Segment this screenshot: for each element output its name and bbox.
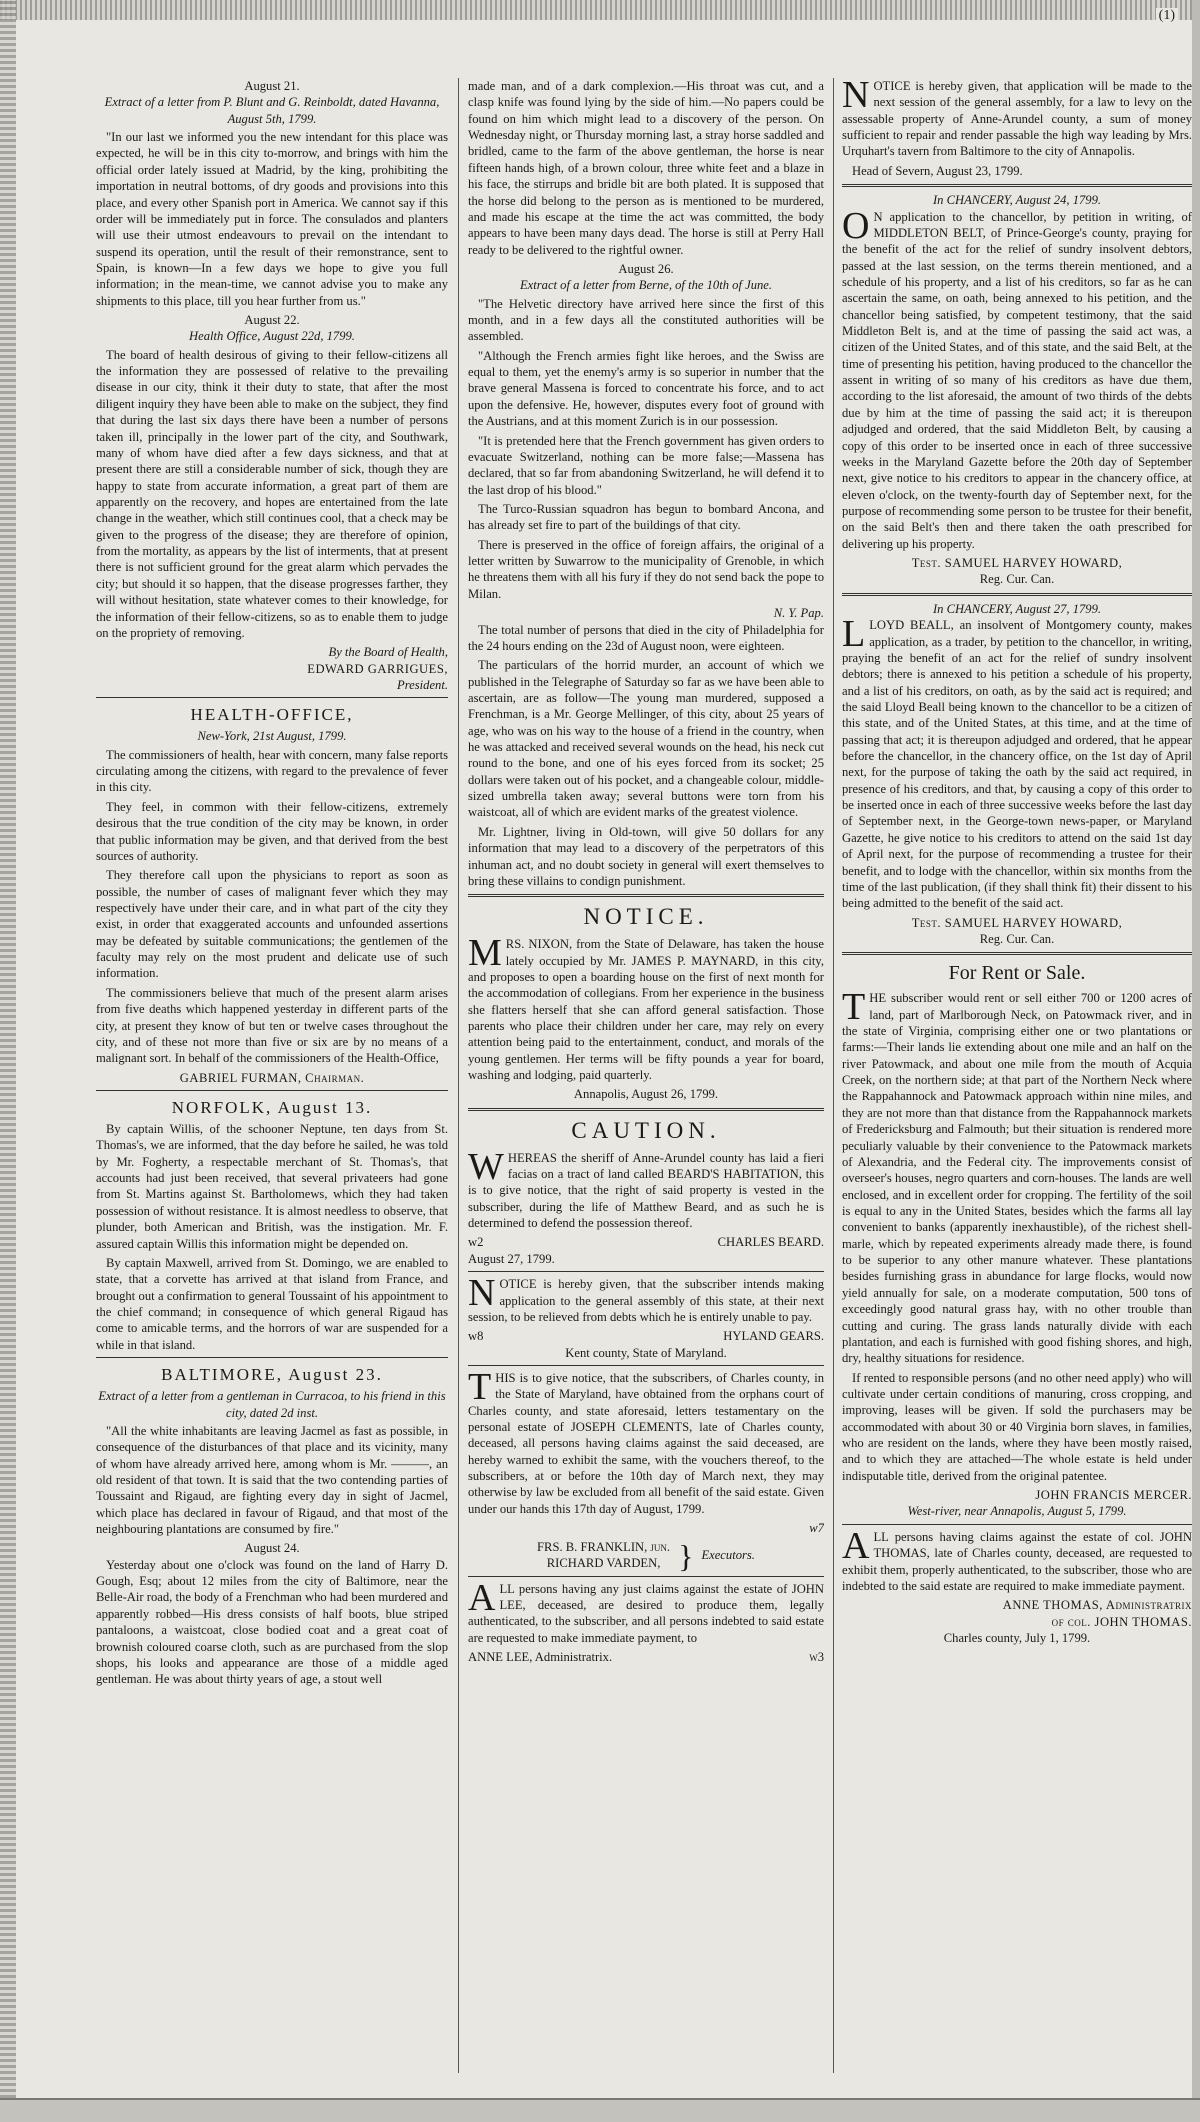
divider xyxy=(842,1524,1192,1525)
article-text: "The Helvetic directory have arrived here since the first of this month, and in a few days all the constituted authorities will be assembled. xyxy=(468,296,824,344)
article-text: By captain Willis, of the schooner Neptune, ten days from St. Thomas's, we are informed, that the day before he sailed, he was told by Mr. Fogherty, a respectable merchant of St. Thomas's, that accounts had just been received, that several privateers had gone from St. Martins against St. Bartholomews, which they had taken possession of without resistance. It is almost needless to observe, that plunder, both American and British, was the instigation. Mr. F. assured captain Willis this information might be depended on. xyxy=(96,1122,448,1251)
advert-text: LLOYD BEALL, an insolvent of Montgomery county, makes application, as a trader, by petition to the chancellor, in writing, praying the benefit of an act for the relief of sundry insolvent debtors; there is annexed to his petition a schedule of his property, and a list of his creditors, on oath, as by the said act is required; and the said Lloyd Beall being known to the chancellor to be a citizen of this state, and of the United States, at this time, and at the time of passing that act; it is thereupon adjudged and ordered, that he appear before the chancellor, in the chancery office, on the 1st day of April next, for the purpose of taking the oath by the said act required, in presence of his creditors, and that, by causing a copy of this order to be inserted once in each of three successive weeks before the last day of September next, in the George-town news-paper, or Maryland Gazette, he give notice to his creditors to attend on the said 1st day of April next, for the purpose of recommending a trustee for their benefit, and to lodge with the chancellor, within six months from the time of the last publication, (if they shall think fit) their dissent to his being admitted to the benefit of the said act. xyxy=(842,613,1192,911)
advert-location: West-river, near Annapolis, August 5, 1799. xyxy=(907,1504,1127,1519)
executor-role: Executors. xyxy=(701,1548,755,1563)
advert-text: NOTICE is hereby given, that application will be made to the next session of the general assembly, for a law to levy on the assessable property of Anne-Arundel county, a sum of money sufficient to repair and render passable the high way leading by Mrs. Urquhart's tavern from Baltimore to the city of Annapolis. xyxy=(842,78,1192,159)
drop-cap: A xyxy=(468,1576,496,1619)
dateline: August 21. xyxy=(244,79,300,93)
advert-text: ALL persons having claims against the estate of col. JOHN THOMAS, late of Charles county, deceased, are requested to exhibit them, properly authenticated, to the subscriber, those who are indebted to the said estate are required to make immediate payment. xyxy=(842,1524,1192,1593)
drop-cap: M xyxy=(468,932,502,975)
advert-location: Kent county, State of Maryland. xyxy=(565,1345,727,1360)
signature-row: w8 HYLAND GEARS. xyxy=(468,1329,824,1344)
section-heading: For Rent or Sale. xyxy=(948,962,1086,985)
article-text: The total number of persons that died in the city of Philadelphia for the 24 hours ending on the 23d of August noon, were eighteen. xyxy=(468,622,824,653)
section-heading: BALTIMORE, August 23. xyxy=(161,1365,383,1385)
article-subhead: Extract of a letter from a gentleman in Curracoa, to his friend in this city, dated 2d inst. xyxy=(98,1389,446,1420)
advert-text: THE subscriber would rent or sell either 700 or 1200 acres of land, part of Marlborough Neck, on Patowmack river, and in the state of Virginia, comprising either one or two plantations or farms:—Their lands lie extending about one mile and an half on the river Patowmack, and about one mile from the mouth of Acquia Creek, on the northern side; at that part of the Northern Neck where the Rappahannock and Patowmack approach within nine miles, and they are not more than that distance from the Rappahannock markets of Fredericksburg and Falmouth; but their situation is rendered more peculiarly valuable by their convenience to the Patowmack markets of Alexandria, and the Federal city. The improvements consist of overseer's houses, negro quarters and corn-houses. The lands are well enclosed, and in excellent order for cropping. The fertility of the soil is equal to any in the United States, besides which the farms all lay convenient to banks (apparently inexhaustible), of the richest shell-marle, which by repeated experiments already made there, is found to be superior to any other manure whatever. These plantations besides furnishing grass in abundance for large flocks, would now yield annually for sale, on a moderate computation, 500 tons of exceedingly good natural grass hay, with no other trouble than cutting and curing. The grass lands naturally divide with each plantation, and each is furnished with good fishing shores, and high, dry, healthy situations for residence. xyxy=(842,986,1192,1366)
article-text: Mr. Lightner, living in Old-town, will give 50 dollars for any information that may lead to a discovery of the perpetrators of this inhuman act, and no doubt society in general will exert themselves to bring these villains to condign punishment. xyxy=(468,824,824,888)
executor-name: FRS. B. FRANKLIN, jun. xyxy=(537,1539,671,1554)
divider xyxy=(842,593,1192,596)
brace-glyph: } xyxy=(678,1537,694,1574)
signature-row: w2 CHARLES BEARD. xyxy=(468,1235,824,1250)
page-edge-left xyxy=(0,0,16,2122)
divider xyxy=(96,1357,448,1358)
article-text: The particulars of the horrid murder, an account of which we published in the Telegraphe of Saturday so far as we have been able to ascertain, are as follow—The young man murdered, supposed a Frenchman, is a Mr. George Mellinger, of this city, about 25 years of age, who was on his way to the house of a friend in the country, when he was attacked and received several wounds on the head, his neck cut round to the bone, and one of his eyes forced from its socket; 25 dollars were taken out of his pocket, and a changeable colour, middle-sized umbrella taken away; several buttons were torn from his waistcoat, all of which are evident marks of the greatest violence. xyxy=(468,658,824,820)
article-text: The commissioners believe that much of the present alarm arises from five deaths which happened yesterday in different parts of the city, at present they know of but ten or twelve cases throughout the city, and of these not more than five or six are by no means of a malignant sort. In behalf of the commissioners of the Health-Office, xyxy=(96,985,448,1066)
column-3 xyxy=(842,78,1192,2076)
article-text: "In our last we informed you the new intendant for this place was expected, he will be in this city to-morrow, and brings with him the official order lately issued at Madrid, by the king, prohibiting the importation in neutral bottoms, of dry goods and provisions into this place, and every other Spanish port in America. We cannot say if this order will be immediately put in force. The consulados and planters will use their utmost endeavours to prevail on the intendant to suspend its operation, until the result of their remonstrance, sent to Spain, is known—In a few days we hope to give you full information; in the mean-time, we cannot advise you to make any shipments to this place, till you hear further from us." xyxy=(96,130,448,308)
advert-text: If rented to responsible persons (and no other need apply) who will cultivate under certain conditions of manuring, cross cropping, and improving, leases will be given. If sold the purchasers may be accommodated with about 30 or 40 Virginia born slaves, in families, who are resident on the lands, where they have been mostly raised, and to which they are attached—The whole estate is held under indisputable title, derived from the original patentee. xyxy=(842,1370,1192,1483)
signature-line: By the Board of Health, xyxy=(328,645,448,660)
advert-text: ALL persons having any just claims against the estate of JOHN LEE, deceased, are desired to produce them, legally authenticated, to the subscriber, and all persons indebted to said estate are requested to make immediate payment, to xyxy=(468,1576,824,1645)
article-subhead: Extract of a letter from Berne, of the 10th of June. xyxy=(519,278,773,293)
divider xyxy=(468,894,824,897)
divider xyxy=(468,1271,824,1272)
signature: of col. JOHN THOMAS. xyxy=(1051,1614,1192,1629)
section-heading: CAUTION. xyxy=(571,1117,721,1143)
drop-cap: N xyxy=(842,78,870,116)
signature: JOHN FRANCIS MERCER. xyxy=(1035,1488,1192,1503)
column-1 xyxy=(96,78,448,2076)
drop-cap: A xyxy=(842,1524,870,1567)
executors-block xyxy=(468,1537,824,1574)
divider xyxy=(842,184,1192,187)
signature-title: President. xyxy=(397,677,448,692)
dateline: August 22. xyxy=(244,313,300,328)
divider xyxy=(842,952,1192,955)
article-text: By captain Maxwell, arrived from St. Domingo, we are enabled to state, that a corvette has arrived at that island from France, and brought out a confirmation to general Toussaint of his appointment to the chief command; in consequence of which general Rigaud has come to amicable terms, and the horrors of war are suspended for a while in that island. xyxy=(96,1255,448,1352)
dateline: August 26. xyxy=(618,261,674,276)
divider xyxy=(468,1108,824,1111)
advert-date: Head of Severn, August 23, 1799. xyxy=(852,163,1023,178)
signature: GABRIEL FURMAN, Chairman. xyxy=(179,1070,365,1085)
signature: ANNE THOMAS, Administratrix xyxy=(1002,1598,1192,1613)
article-text: The Turco-Russian squadron has begun to bombard Ancona, and has already set fire to part of the buildings of that city. xyxy=(468,501,824,533)
advert-date: August 27, 1799. xyxy=(468,1251,555,1266)
signature-title: Reg. Cur. Can. xyxy=(979,572,1055,587)
dateline: August 24. xyxy=(244,1541,300,1556)
article-text: They feel, in common with their fellow-citizens, extremely desirous that the true condition of the city may be known, in order that public information may be given, and that derived from the best sources of authority. xyxy=(96,799,448,863)
article-text: The board of health desirous of giving to their fellow-citizens all the information they are possessed of relative to the prevailing disease in our city, think it their duty to state, that after the most diligent inquiry they have been able to make on the subject, they find that during the last six days there have been a number of persons taken ill, principally in the lower part of the city, and Southwark, many of whom have died after a few days sickness, and that at present there are still a considerable number of sick, though they are happy to state from accurate information, a great part of them are apparently on the recovery, and hopes are entertained from the late change in the weather, which still continues cool, that a check may be given to the progress of the disease; they are therefore of opinion, from the mortality, as appears by the list of interments, that at present there is not sufficient ground for the great alarm which pervades the city; but should it so happen, that the disease progresses farther, they will without hesitation, state whatever comes to their knowledge, for the information of their fellow-citizens, so as to enable them to judge on the propriety of removing. xyxy=(96,347,448,640)
article-subhead: Extract of a letter from P. Blunt and G. Reinboldt, dated Havanna, August 5th, 1799. xyxy=(104,95,440,126)
source-credit: N. Y. Pap. xyxy=(773,606,824,621)
column-rule-1 xyxy=(458,78,459,2073)
section-heading: HEALTH-OFFICE, xyxy=(190,705,354,725)
signature-title: Reg. Cur. Can. xyxy=(979,931,1055,946)
page-edge-right xyxy=(1192,0,1200,2122)
advert-text: THIS is to give notice, that the subscribers, of Charles county, in the State of Maryland, have obtained from the orphans court of Charles county, and state aforesaid, letters testamentary on the personal estate of JOSEPH CLEMENTS, late of Charles county, deceased, all persons having claims against the said deceased, are hereby warned to exhibit the same, with the vouchers thereof, to the subscribers, at or before the 10th day of March next, they may otherwise by law be excluded from all benefit of the said estate. Given under our hands this 17th day of August, 1799. xyxy=(468,1365,824,1516)
advert-text: WHEREAS the sheriff of Anne-Arundel county has laid a fieri facias on a tract of land called BEARD'S HABITATION, this is to give notice, that the right of said property is vested in the subscriber, during the life of Matthew Beard, and as such he is determined to defend the possession thereof. xyxy=(468,1145,824,1231)
page-number: (1) xyxy=(1156,8,1178,24)
drop-cap: N xyxy=(468,1272,496,1315)
column-rule-2 xyxy=(833,78,834,2073)
drop-cap: L xyxy=(842,613,866,656)
section-heading: NORFOLK, August 13. xyxy=(171,1097,373,1117)
section-heading: In CHANCERY, August 24, 1799. xyxy=(932,193,1102,208)
section-heading: NOTICE. xyxy=(583,904,709,930)
signature: EDWARD GARRIGUES, xyxy=(307,661,448,676)
section-heading: In CHANCERY, August 27, 1799. xyxy=(932,601,1102,616)
article-text: "It is pretended here that the French government has given orders to evacuate Switzerland, nothing can be more false;—Massena has declared, that so far from abandoning Switzerland, he will defend it to the last drop of his blood." xyxy=(468,433,824,497)
article-text: "Although the French armies fight like heroes, and the Swiss are equal to them, yet the enemy's army is so superior in number that the brave general Massena is forced to concentrate his force, and to act upon the defensive. He, however, disputes every foot of ground with the Austrians, and at this moment Zurich is in our possession. xyxy=(468,348,824,429)
article-text: made man, and of a dark complexion.—His throat was cut, and a clasp knife was found lying by the side of him.—No papers could be found on him which might lead to a discovery of the person. On Wednesday night, or Thursday morning last, a stray horse saddled and bridled, came to the farm of the above gentleman, the horse is near fifteen hands high, of a brown colour, three white feet and a blaze in his face, the stirrups and bridle bit are both plated. It is supposed that the horse did belong to the person as is mentioned to be murdered, and made his escape at the time the act was committed, the body appears to have been many days dead. The horse is still at Perry Hall ready to be delivered to the rightful owner. xyxy=(468,79,824,257)
advert-text: O N application to the chancellor, by petition in writing, of MIDDLETON BELT, of Prince-George's county, praying for the benefit of the act for the relief of sundry insolvent debtors, passed at the last session, on the terms therein mentioned, and a schedule of his property, and a list of his creditors, so far as he can ascertain the same, on oath, being annexed to his petition, and the chancellor being satisfied, by competent testimony, that the said Middleton Belt is, and at the time of passing the said act was, a citizen of the United States, and of this state, and the said Belt, at the time of presenting his petition, having produced to the chancellor the assent in writing of so many of his creditors as have due them, according to the list aforesaid, the amount of two thirds of the debts due by him at the time of passing the said act; it is thereupon adjudged and ordered, that the said Middleton Belt, by causing a copy of this order to be inserted once in each of three successive weeks in the Maryland Gazette before the 20th day of September next, give notice to his creditors to appear in the chancery office, at eleven o'clock, on the twenty-fourth day of September next, for the purpose of recommending some person to be trustee for their benefit, on the said Belt's then and there taken the oath prescribed for delivering up his property. xyxy=(842,204,1192,551)
divider xyxy=(96,697,448,698)
article-text: The commissioners of health, hear with concern, many false reports circulating among the citizens, with regard to the prevalence of fever in this city. xyxy=(96,747,448,795)
drop-cap: T xyxy=(842,986,866,1029)
dateline: New-York, 21st August, 1799. xyxy=(197,729,347,744)
signature-row: ANNE LEE, Administratrix. w3 xyxy=(468,1649,824,1664)
article-text: There is preserved in the office of foreign affairs, the original of a letter written by Suwarrow to the municipality of Grenoble, in which he threatens them with all his fury if they do not send back the pope to Milan. xyxy=(468,537,824,601)
article-subhead: Health Office, August 22d, 1799. xyxy=(189,329,355,344)
article-text: They therefore call upon the physicians to report as soon as possible, the number of cases of malignant fever which they may respectively have under their care, and in what part of the city they exist, in order that exaggerated accounts and unfounded assertions may be defeated by suitable communications; the gentlemen of the faculty may rely on the most prudent and delicate use of such information. xyxy=(96,868,448,981)
page-edge-bottom xyxy=(0,2098,1200,2122)
advert-date: Annapolis, August 26, 1799. xyxy=(573,1087,719,1102)
divider xyxy=(468,1576,824,1577)
advert-text: MRS. NIXON, from the State of Delaware, has taken the house lately occupied by Mr. JAMES P. MAYNARD, in this city, and proposes to open a boarding house on the first of next month for the accommodation of collegians. From her experience in the business she flatters herself that she can afford general satisfaction. Those parents who place their children under her care, may rely on every attention being paid to the entertainment, conduct, and morals of the young gentlemen. Her terms will be fifty pounds a year for board, washing and lodging, paid quarterly. xyxy=(468,932,824,1083)
advert-code: w7 xyxy=(809,1521,824,1536)
advert-text: NOTICE is hereby given, that the subscriber intends making application to the general assembly of this state, at their next session, to be relieved from debts which he is entirely unable to pay. xyxy=(468,1272,824,1324)
signature: Test. SAMUEL HARVEY HOWARD, xyxy=(911,915,1123,930)
divider xyxy=(96,1090,448,1091)
article-text: "All the white inhabitants are leaving Jacmel as fast as possible, in consequence of the disturbances of that place and its vicinity, many of whom have already arrived here, among whom is Mr. ———, an old resident of that town. It is said that the two contending parties of Toussaint and Rigaud, are fighting every day in sight of Jacmel, which place has declared in favour of Rigaud, and that most of the neighbouring plantations are consumed by fire." xyxy=(96,1423,448,1537)
article-text: Yesterday about one o'clock was found on the land of Harry D. Gough, Esq; about 12 miles from the city of Baltimore, near the Belle-Air road, the body of a Frenchman who had been murdered and apparently robbed—His dress consists of half boots, blue striped pantaloons, a waistcoat, close bodied coat and a great coat of brownish coloured coarse cloth, such as are purchased from the slop shops, his looks and appearance are those of a middle aged gentleman. He was about thirty years of age, a stout well xyxy=(96,1557,448,1687)
advert-location: Charles county, July 1, 1799. xyxy=(943,1630,1091,1645)
page-edge-top xyxy=(0,0,1200,20)
signature: Test. SAMUEL HARVEY HOWARD, xyxy=(911,556,1123,571)
drop-cap: T xyxy=(468,1365,492,1408)
drop-cap: O xyxy=(842,204,870,247)
divider xyxy=(468,1365,824,1366)
column-2 xyxy=(468,78,824,2076)
drop-cap: W xyxy=(468,1145,504,1188)
executor-name: RICHARD VARDEN, xyxy=(546,1555,661,1570)
